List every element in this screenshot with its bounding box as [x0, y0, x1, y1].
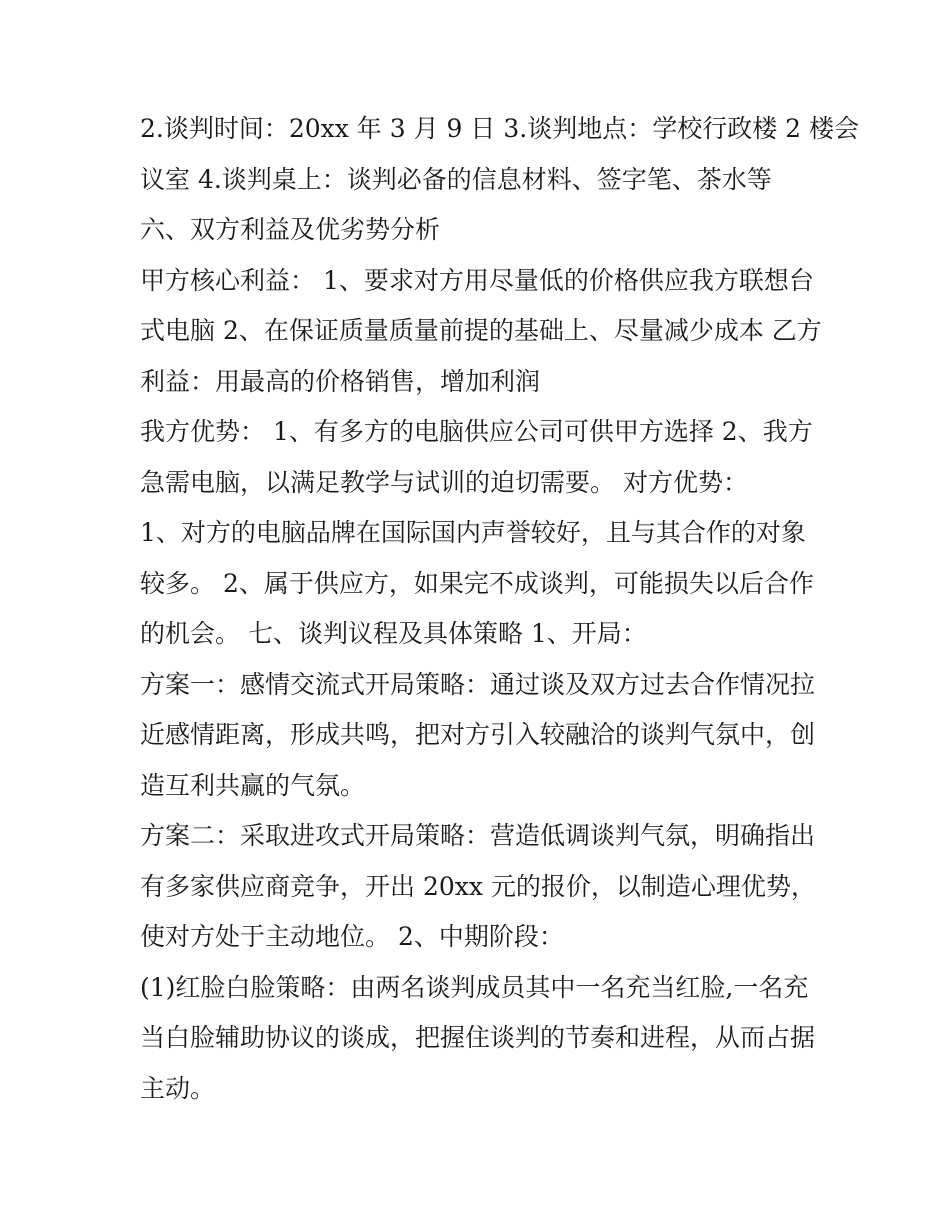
text-line: 较多。 2、属于供应方，如果完不成谈判，可能损失以后合作	[140, 569, 814, 598]
text-line: 1、对方的电脑品牌在国际国内声誉较好，且与其合作的对象	[140, 518, 806, 547]
text-line: 议室 4.谈判桌上：谈判必备的信息材料、签字笔、茶水等	[140, 165, 772, 194]
text-line: 有多家供应商竞争，开出 20xx 元的报价，以制造心理优势，	[140, 872, 816, 901]
text-line: 近感情距离，形成共鸣，把对方引入较融洽的谈判气氛中，创	[140, 720, 816, 749]
text-line: 使对方处于主动地位。 2、中期阶段：	[140, 922, 564, 951]
text-line: 急需电脑，以满足教学与试训的迫切需要。 对方优势：	[140, 468, 748, 497]
text-line: 主动。	[140, 1074, 216, 1103]
text-line: 式电脑 2、在保证质量质量前提的基础上、尽量减少成本 乙方	[140, 316, 822, 345]
text-line: 方案一：感情交流式开局策略：通过谈及双方过去合作情况拉	[140, 670, 816, 699]
text-line: 利益：用最高的价格销售，增加利润	[140, 367, 541, 396]
text-line: 造互利共赢的气氛。	[140, 771, 366, 800]
text-line: 甲方核心利益： 1、要求对方用尽量低的价格供应我方联想台	[140, 266, 814, 295]
section-heading: 六、双方利益及优劣势分析	[140, 215, 441, 244]
text-line: 的机会。 七、谈判议程及具体策略 1、开局：	[140, 619, 647, 648]
text-line: 方案二：采取进攻式开局策略：营造低调谈判气氛，明确指出	[140, 821, 816, 850]
text-line: 当白脸辅助协议的谈成，把握住谈判的节奏和进程，从而占据	[140, 1023, 816, 1052]
text-line: (1)红脸白脸策略：由两名谈判成员其中一名充当红脸,一名充	[140, 973, 809, 1002]
text-line: 2.谈判时间：20xx 年 3 月 9 日 3.谈判地点：学校行政楼 2 楼会	[140, 114, 860, 143]
text-line: 我方优势： 1、有多方的电脑供应公司可供甲方选择 2、我方	[140, 417, 813, 446]
